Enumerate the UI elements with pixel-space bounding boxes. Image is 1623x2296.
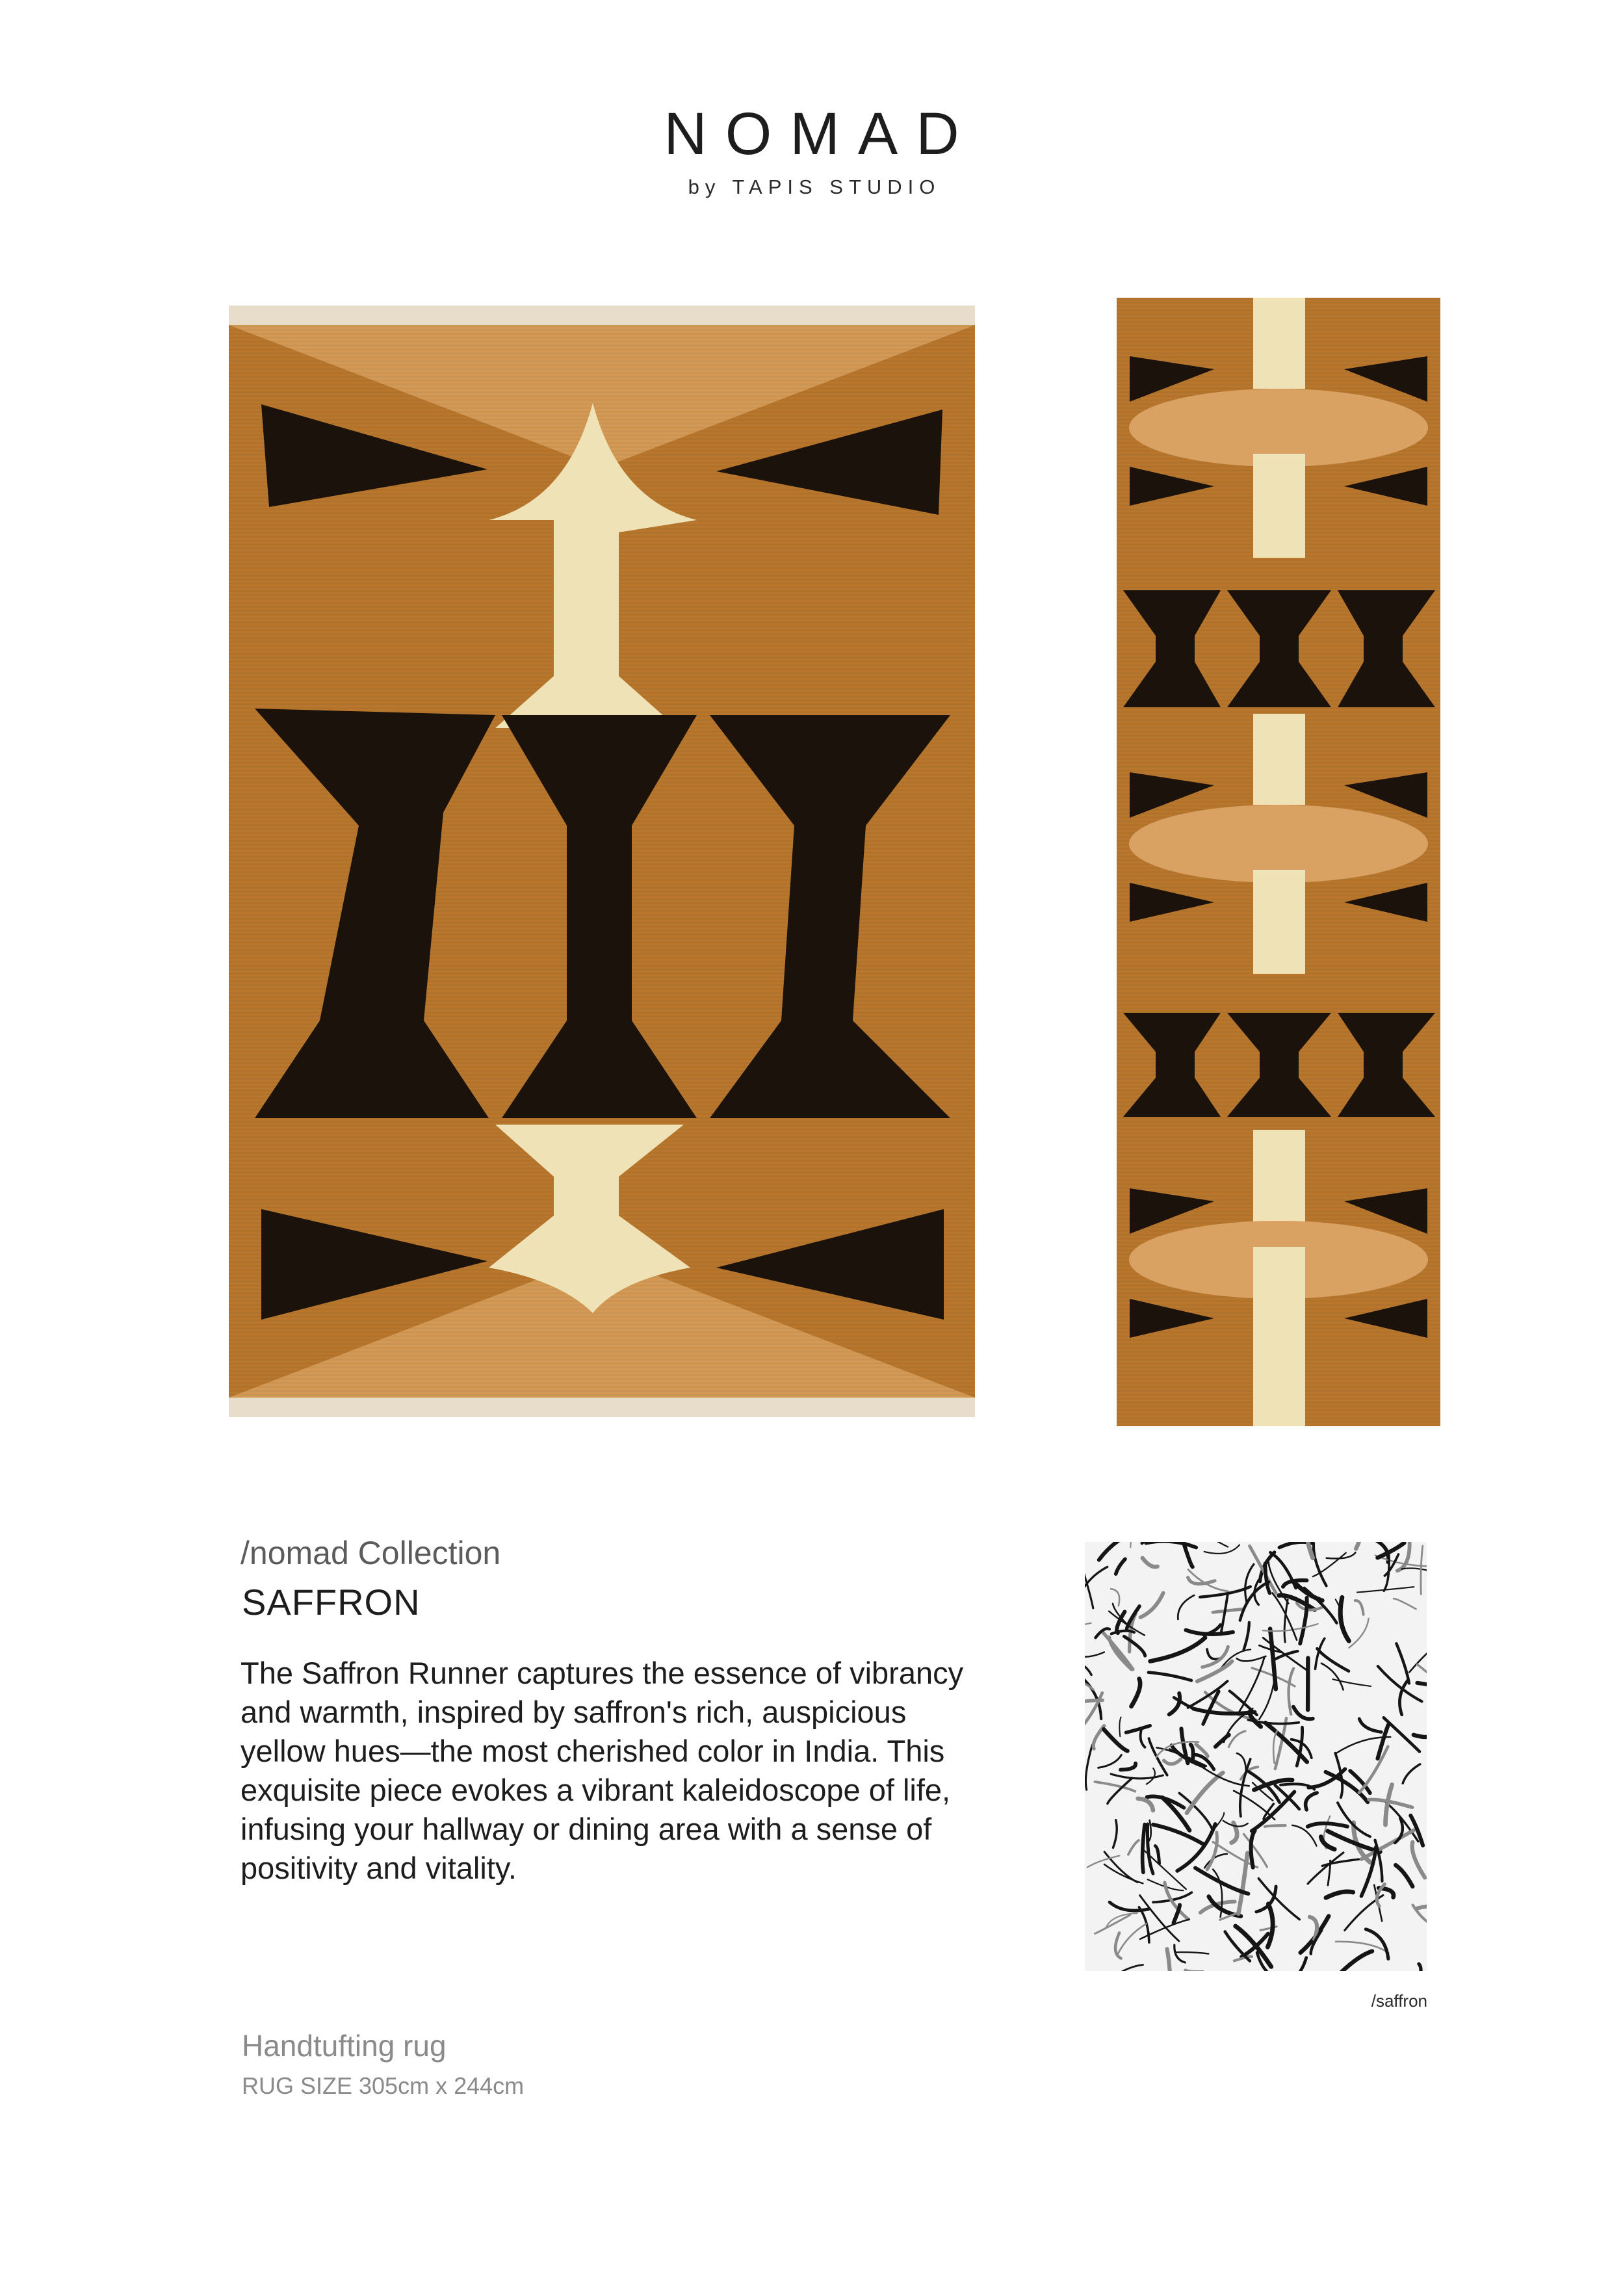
rug-size: RUG SIZE 305cm x 244cm bbox=[242, 2072, 525, 2099]
collection-label: /nomad Collection bbox=[240, 1535, 501, 1571]
saffron-strand bbox=[1186, 1970, 1203, 1971]
swatch-caption: /saffron bbox=[1371, 1991, 1427, 2011]
brand-logo: NOMAD bbox=[664, 101, 978, 167]
rug-technique: Handtufting rug bbox=[242, 2029, 447, 2063]
saffron-swatch-image bbox=[1085, 1542, 1427, 1971]
brand-subtitle: by TAPIS STUDIO bbox=[688, 176, 941, 198]
brand-header bbox=[0, 101, 1623, 199]
saffron-strand bbox=[1265, 1825, 1286, 1827]
saffron-strand bbox=[1143, 1825, 1145, 1873]
main-rug-image bbox=[229, 306, 975, 1417]
runner-rug-image bbox=[1117, 298, 1440, 1426]
product-description: The Saffron Runner captures the essence of vibrancy and warmth, inspired by saffron's rich, auspicious yellow hues—the most cherished color in India. This exquisite piece evokes a vibrant kaleidoscope of life, infusing your hallway or dining area with a sense of positivity and vitality. bbox=[240, 1656, 964, 1885]
product-title: SAFFRON bbox=[242, 1582, 421, 1623]
